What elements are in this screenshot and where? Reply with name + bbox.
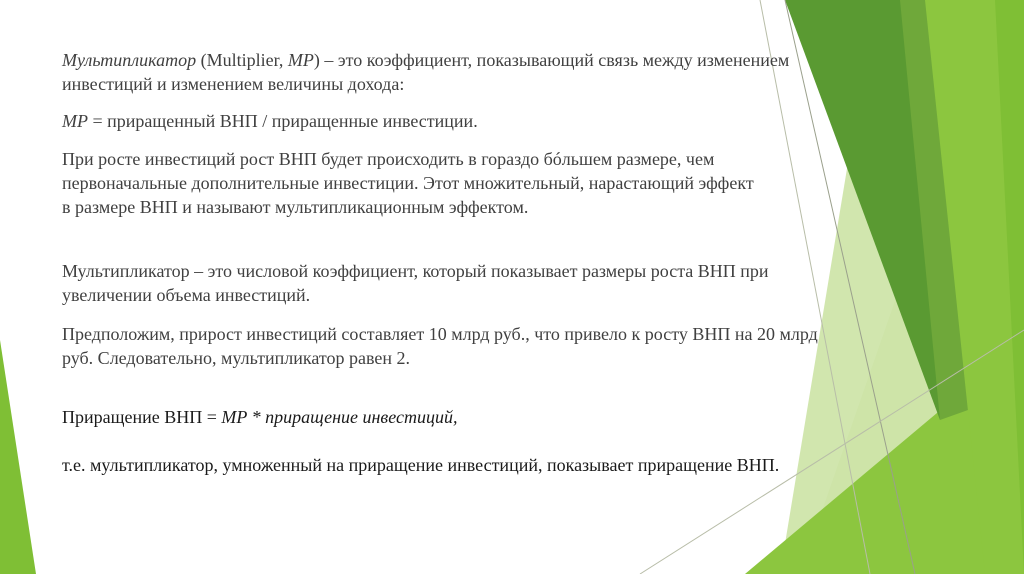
formula-right: * приращение инвестиций, (247, 407, 458, 427)
formula-left: Приращение ВНП = (62, 407, 222, 427)
bottom-left-green-triangle (0, 340, 36, 574)
term-abbr-prefix: (Multiplier, (200, 50, 288, 70)
formula-text: = приращенный ВНП / приращенные инвестиции. (88, 111, 478, 131)
definition-text: ) – это коэффициент, показывающий связь между изменением инвестиций и изменением величины дохода: (62, 50, 790, 94)
mp-symbol: MP (62, 111, 88, 131)
multiplier-formula-text (62, 109, 802, 133)
growth-effect-paragraph: При росте инвестиций рост ВНП будет происходить в гораздо бóльшем размере, чем первоначальные дополнительные инвестиции. Этот множительный, нарастающий эффект в размере ВНП и называют мультипликационным эффектом. (62, 149, 754, 217)
multiplier-coefficient-paragraph: Мультипликатор – это числовой коэффициент, который показывает размеры роста ВНП при увеличении объема инвестиций. (62, 261, 769, 305)
formula-mp: MP (221, 407, 248, 427)
conclusion-text: т.е. мультипликатор, умноженный на приращение инвестиций, показывает приращение ВНП. (62, 455, 780, 475)
multiplier-definition (62, 48, 822, 96)
term-multiplier: Мультипликатор (62, 50, 197, 70)
term-abbr: MP (287, 50, 314, 70)
gnp-increment-formula (62, 405, 822, 429)
example-paragraph: Предположим, прирост инвестиций составляет 10 млрд руб., что привело к росту ВНП на 20 млрд руб. Следовательно, мультипликатор равен 2. (62, 324, 818, 368)
